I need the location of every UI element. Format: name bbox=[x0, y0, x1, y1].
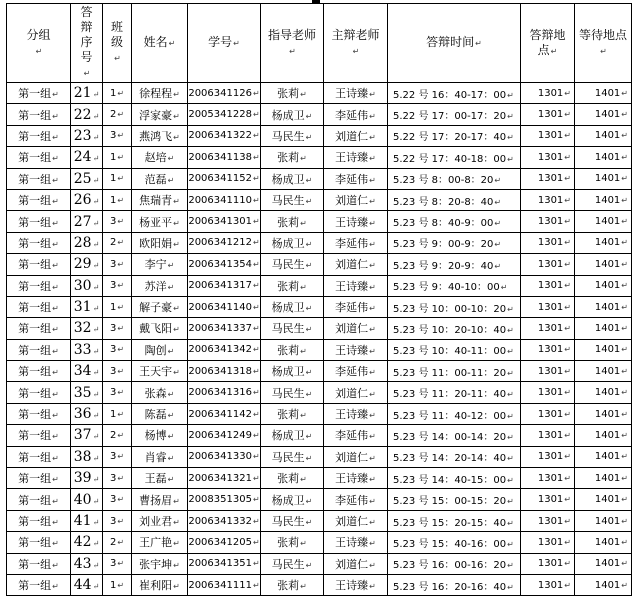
time-cell: 5.23 号 11：00-11：20↵ bbox=[388, 361, 521, 382]
class-cell: 1↵ bbox=[103, 168, 132, 189]
advisor-cell: 马民生↵ bbox=[261, 125, 324, 146]
room-cell: 1301↵ bbox=[521, 125, 575, 146]
wait-room-cell: 1401↵ bbox=[575, 275, 632, 296]
header-advisor: 指导老师↵ bbox=[261, 4, 324, 83]
time-cell: 5.23 号 14：00-14：20↵ bbox=[388, 425, 521, 446]
seq-cell: 26↵ bbox=[71, 189, 103, 210]
class-cell: 3↵ bbox=[103, 339, 132, 360]
defense-schedule-table bbox=[6, 3, 632, 596]
group-cell: 第一组↵ bbox=[7, 446, 71, 467]
chair-cell: 刘道仁↵ bbox=[324, 553, 388, 574]
time-cell: 5.23 号 14：40-15：00↵ bbox=[388, 468, 521, 489]
time-cell: 5.23 号 8：20-8：40↵ bbox=[388, 189, 521, 210]
student-id-cell: 2006341138↵ bbox=[188, 147, 261, 168]
seq-cell: 27↵ bbox=[71, 211, 103, 232]
room-cell: 1301↵ bbox=[521, 446, 575, 467]
time-cell: 5.23 号 16：00-16：20↵ bbox=[388, 553, 521, 574]
student-id-cell: 2006341126↵ bbox=[188, 83, 261, 104]
student-id-cell: 2006341351↵ bbox=[188, 553, 261, 574]
student-id-cell: 2006341111↵ bbox=[188, 574, 261, 595]
student-id-cell: 2006341337↵ bbox=[188, 318, 261, 339]
student-id-cell: 2006341205↵ bbox=[188, 532, 261, 553]
name-cell: 杨亚平↵ bbox=[132, 211, 188, 232]
class-cell: 3↵ bbox=[103, 553, 132, 574]
time-cell: 5.23 号 15：20-15：40↵ bbox=[388, 510, 521, 531]
name-cell: 焦瑞青↵ bbox=[132, 189, 188, 210]
wait-room-cell: 1401↵ bbox=[575, 468, 632, 489]
group-cell: 第一组↵ bbox=[7, 254, 71, 275]
advisor-cell: 杨成卫↵ bbox=[261, 425, 324, 446]
wait-room-cell: 1401↵ bbox=[575, 403, 632, 424]
seq-cell: 35↵ bbox=[71, 382, 103, 403]
header-group: 分组↵ bbox=[7, 4, 71, 83]
table-row bbox=[7, 189, 632, 210]
wait-room-cell: 1401↵ bbox=[575, 211, 632, 232]
student-id-cell: 2008351305↵ bbox=[188, 489, 261, 510]
seq-cell: 29↵ bbox=[71, 254, 103, 275]
wait-room-cell: 1401↵ bbox=[575, 318, 632, 339]
time-cell: 5.22 号 17：40-18：00↵ bbox=[388, 147, 521, 168]
student-id-cell: 2006341142↵ bbox=[188, 403, 261, 424]
room-cell: 1301↵ bbox=[521, 254, 575, 275]
time-cell: 5.23 号 11：20-11：40↵ bbox=[388, 382, 521, 403]
advisor-cell: 张莉↵ bbox=[261, 339, 324, 360]
time-cell: 5.22 号 17：20-17：40↵ bbox=[388, 125, 521, 146]
chair-cell: 刘道仁↵ bbox=[324, 318, 388, 339]
advisor-cell: 张莉↵ bbox=[261, 468, 324, 489]
seq-cell: 38↵ bbox=[71, 446, 103, 467]
name-cell: 苏洋↵ bbox=[132, 275, 188, 296]
time-cell: 5.23 号 15：40-16：00↵ bbox=[388, 532, 521, 553]
table-row bbox=[7, 361, 632, 382]
time-cell: 5.23 号 8：40-9：00↵ bbox=[388, 211, 521, 232]
room-cell: 1301↵ bbox=[521, 318, 575, 339]
wait-room-cell: 1401↵ bbox=[575, 574, 632, 595]
wait-room-cell: 1401↵ bbox=[575, 446, 632, 467]
wait-room-cell: 1401↵ bbox=[575, 382, 632, 403]
seq-cell: 32↵ bbox=[71, 318, 103, 339]
time-cell: 5.23 号 8：00-8：20↵ bbox=[388, 168, 521, 189]
group-cell: 第一组↵ bbox=[7, 425, 71, 446]
name-cell: 刘业君↵ bbox=[132, 510, 188, 531]
name-cell: 杨博↵ bbox=[132, 425, 188, 446]
seq-cell: 40↵ bbox=[71, 489, 103, 510]
group-cell: 第一组↵ bbox=[7, 168, 71, 189]
seq-cell: 34↵ bbox=[71, 361, 103, 382]
table-row bbox=[7, 403, 632, 424]
group-cell: 第一组↵ bbox=[7, 275, 71, 296]
name-cell: 陈磊↵ bbox=[132, 403, 188, 424]
seq-cell: 39↵ bbox=[71, 468, 103, 489]
table-row bbox=[7, 168, 632, 189]
advisor-cell: 杨成卫↵ bbox=[261, 489, 324, 510]
advisor-cell: 杨成卫↵ bbox=[261, 361, 324, 382]
table-row bbox=[7, 211, 632, 232]
student-id-cell: 2006341249↵ bbox=[188, 425, 261, 446]
wait-room-cell: 1401↵ bbox=[575, 189, 632, 210]
class-cell: 3↵ bbox=[103, 382, 132, 403]
class-cell: 3↵ bbox=[103, 446, 132, 467]
chair-cell: 刘道仁↵ bbox=[324, 510, 388, 531]
wait-room-cell: 1401↵ bbox=[575, 553, 632, 574]
class-cell: 2↵ bbox=[103, 232, 132, 253]
room-cell: 1301↵ bbox=[521, 361, 575, 382]
chair-cell: 李延伟↵ bbox=[324, 168, 388, 189]
advisor-cell: 张莉↵ bbox=[261, 147, 324, 168]
room-cell: 1301↵ bbox=[521, 83, 575, 104]
room-cell: 1301↵ bbox=[521, 425, 575, 446]
student-id-cell: 2006341321↵ bbox=[188, 468, 261, 489]
group-cell: 第一组↵ bbox=[7, 553, 71, 574]
advisor-cell: 杨成卫↵ bbox=[261, 104, 324, 125]
chair-cell: 王诗臻↵ bbox=[324, 147, 388, 168]
wait-room-cell: 1401↵ bbox=[575, 489, 632, 510]
chair-cell: 王诗臻↵ bbox=[324, 403, 388, 424]
group-cell: 第一组↵ bbox=[7, 83, 71, 104]
chair-cell: 刘道仁↵ bbox=[324, 189, 388, 210]
class-cell: 3↵ bbox=[103, 361, 132, 382]
time-cell: 5.23 号 9：20-9：40↵ bbox=[388, 254, 521, 275]
chair-cell: 刘道仁↵ bbox=[324, 254, 388, 275]
class-cell: 3↵ bbox=[103, 254, 132, 275]
class-cell: 1↵ bbox=[103, 574, 132, 595]
table-row bbox=[7, 382, 632, 403]
table-row bbox=[7, 446, 632, 467]
table-row bbox=[7, 83, 632, 104]
name-cell: 陶创↵ bbox=[132, 339, 188, 360]
table-row bbox=[7, 510, 632, 531]
group-cell: 第一组↵ bbox=[7, 403, 71, 424]
advisor-cell: 张莉↵ bbox=[261, 211, 324, 232]
advisor-cell: 张莉↵ bbox=[261, 275, 324, 296]
chair-cell: 王诗臻↵ bbox=[324, 468, 388, 489]
seq-cell: 44↵ bbox=[71, 574, 103, 595]
table-row bbox=[7, 468, 632, 489]
name-cell: 肖睿↵ bbox=[132, 446, 188, 467]
student-id-cell: 2006341316↵ bbox=[188, 382, 261, 403]
seq-cell: 22↵ bbox=[71, 104, 103, 125]
table-row bbox=[7, 254, 632, 275]
name-cell: 范磊↵ bbox=[132, 168, 188, 189]
class-cell: 2↵ bbox=[103, 532, 132, 553]
name-cell: 欧阳娟↵ bbox=[132, 232, 188, 253]
time-cell: 5.23 号 9：40-10：00↵ bbox=[388, 275, 521, 296]
time-cell: 5.23 号 11：40-12：00↵ bbox=[388, 403, 521, 424]
table-row bbox=[7, 339, 632, 360]
group-cell: 第一组↵ bbox=[7, 574, 71, 595]
advisor-cell: 杨成卫↵ bbox=[261, 168, 324, 189]
time-cell: 5.23 号 14：20-14：40↵ bbox=[388, 446, 521, 467]
advisor-cell: 马民生↵ bbox=[261, 553, 324, 574]
table-row bbox=[7, 532, 632, 553]
table-row bbox=[7, 296, 632, 317]
name-cell: 戴飞阳↵ bbox=[132, 318, 188, 339]
seq-cell: 41↵ bbox=[71, 510, 103, 531]
header-time: 答辩时间↵ bbox=[388, 4, 521, 83]
chair-cell: 刘道仁↵ bbox=[324, 446, 388, 467]
chair-cell: 李延伟↵ bbox=[324, 361, 388, 382]
seq-cell: 28↵ bbox=[71, 232, 103, 253]
student-id-cell: 2006341317↵ bbox=[188, 275, 261, 296]
header-row bbox=[7, 4, 632, 83]
group-cell: 第一组↵ bbox=[7, 296, 71, 317]
room-cell: 1301↵ bbox=[521, 147, 575, 168]
name-cell: 李宁↵ bbox=[132, 254, 188, 275]
group-cell: 第一组↵ bbox=[7, 125, 71, 146]
seq-cell: 33↵ bbox=[71, 339, 103, 360]
room-cell: 1301↵ bbox=[521, 510, 575, 531]
name-cell: 解子豪↵ bbox=[132, 296, 188, 317]
wait-room-cell: 1401↵ bbox=[575, 83, 632, 104]
chair-cell: 王诗臻↵ bbox=[324, 574, 388, 595]
student-id-cell: 2005341228↵ bbox=[188, 104, 261, 125]
group-cell: 第一组↵ bbox=[7, 147, 71, 168]
class-cell: 3↵ bbox=[103, 318, 132, 339]
name-cell: 王磊↵ bbox=[132, 468, 188, 489]
group-cell: 第一组↵ bbox=[7, 361, 71, 382]
student-id-cell: 2006341301↵ bbox=[188, 211, 261, 232]
advisor-cell: 张莉↵ bbox=[261, 532, 324, 553]
table-row bbox=[7, 318, 632, 339]
seq-cell: 43↵ bbox=[71, 553, 103, 574]
chair-cell: 李延伟↵ bbox=[324, 104, 388, 125]
room-cell: 1301↵ bbox=[521, 168, 575, 189]
seq-cell: 37↵ bbox=[71, 425, 103, 446]
class-cell: 1↵ bbox=[103, 296, 132, 317]
chair-cell: 王诗臻↵ bbox=[324, 275, 388, 296]
seq-cell: 21↵ bbox=[71, 83, 103, 104]
student-id-cell: 2006341322↵ bbox=[188, 125, 261, 146]
advisor-cell: 张莉↵ bbox=[261, 574, 324, 595]
class-cell: 1↵ bbox=[103, 147, 132, 168]
room-cell: 1301↵ bbox=[521, 574, 575, 595]
seq-cell: 30↵ bbox=[71, 275, 103, 296]
advisor-cell: 杨成卫↵ bbox=[261, 232, 324, 253]
student-id-cell: 2006341354↵ bbox=[188, 254, 261, 275]
name-cell: 浮家豪↵ bbox=[132, 104, 188, 125]
group-cell: 第一组↵ bbox=[7, 468, 71, 489]
room-cell: 1301↵ bbox=[521, 403, 575, 424]
header-seq: 答辩序号↵ bbox=[71, 4, 103, 83]
name-cell: 赵培↵ bbox=[132, 147, 188, 168]
class-cell: 2↵ bbox=[103, 425, 132, 446]
room-cell: 1301↵ bbox=[521, 275, 575, 296]
class-cell: 3↵ bbox=[103, 489, 132, 510]
advisor-cell: 马民生↵ bbox=[261, 318, 324, 339]
room-cell: 1301↵ bbox=[521, 489, 575, 510]
student-id-cell: 2006341152↵ bbox=[188, 168, 261, 189]
name-cell: 王广艳↵ bbox=[132, 532, 188, 553]
room-cell: 1301↵ bbox=[521, 211, 575, 232]
class-cell: 1↵ bbox=[103, 189, 132, 210]
name-cell: 曹扬眉↵ bbox=[132, 489, 188, 510]
wait-room-cell: 1401↵ bbox=[575, 104, 632, 125]
time-cell: 5.23 号 9：00-9：20↵ bbox=[388, 232, 521, 253]
group-cell: 第一组↵ bbox=[7, 339, 71, 360]
time-cell: 5.23 号 15：00-15：20↵ bbox=[388, 489, 521, 510]
chair-cell: 李延伟↵ bbox=[324, 489, 388, 510]
room-cell: 1301↵ bbox=[521, 339, 575, 360]
student-id-cell: 2006341332↵ bbox=[188, 510, 261, 531]
seq-cell: 31↵ bbox=[71, 296, 103, 317]
name-cell: 崔利阳↵ bbox=[132, 574, 188, 595]
name-cell: 燕鸿飞↵ bbox=[132, 125, 188, 146]
time-cell: 5.23 号 10：40-11：00↵ bbox=[388, 339, 521, 360]
room-cell: 1301↵ bbox=[521, 104, 575, 125]
chair-cell: 王诗臻↵ bbox=[324, 532, 388, 553]
table-row bbox=[7, 489, 632, 510]
table-row bbox=[7, 147, 632, 168]
class-cell: 2↵ bbox=[103, 104, 132, 125]
advisor-cell: 张莉↵ bbox=[261, 403, 324, 424]
chair-cell: 刘道仁↵ bbox=[324, 125, 388, 146]
seq-cell: 25↵ bbox=[71, 168, 103, 189]
table-row bbox=[7, 232, 632, 253]
group-cell: 第一组↵ bbox=[7, 211, 71, 232]
header-name: 姓名↵ bbox=[132, 4, 188, 83]
table-row bbox=[7, 104, 632, 125]
name-cell: 张宇坤↵ bbox=[132, 553, 188, 574]
wait-room-cell: 1401↵ bbox=[575, 147, 632, 168]
table-row bbox=[7, 275, 632, 296]
class-cell: 1↵ bbox=[103, 403, 132, 424]
advisor-cell: 马民生↵ bbox=[261, 510, 324, 531]
chair-cell: 王诗臻↵ bbox=[324, 211, 388, 232]
student-id-cell: 2006341342↵ bbox=[188, 339, 261, 360]
wait-room-cell: 1401↵ bbox=[575, 168, 632, 189]
room-cell: 1301↵ bbox=[521, 468, 575, 489]
wait-room-cell: 1401↵ bbox=[575, 125, 632, 146]
header-wait-room: 等待地点↵ bbox=[575, 4, 632, 83]
class-cell: 3↵ bbox=[103, 468, 132, 489]
header-chair: 主辩老师↵ bbox=[324, 4, 388, 83]
student-id-cell: 2006341140↵ bbox=[188, 296, 261, 317]
chair-cell: 李延伟↵ bbox=[324, 425, 388, 446]
name-cell: 张森↵ bbox=[132, 382, 188, 403]
student-id-cell: 2006341330↵ bbox=[188, 446, 261, 467]
chair-cell: 李延伟↵ bbox=[324, 232, 388, 253]
seq-cell: 42↵ bbox=[71, 532, 103, 553]
table-row bbox=[7, 574, 632, 595]
room-cell: 1301↵ bbox=[521, 189, 575, 210]
class-cell: 3↵ bbox=[103, 510, 132, 531]
seq-cell: 36↵ bbox=[71, 403, 103, 424]
wait-room-cell: 1401↵ bbox=[575, 425, 632, 446]
advisor-cell: 马民生↵ bbox=[261, 446, 324, 467]
room-cell: 1301↵ bbox=[521, 232, 575, 253]
name-cell: 徐程程↵ bbox=[132, 83, 188, 104]
group-cell: 第一组↵ bbox=[7, 318, 71, 339]
group-cell: 第一组↵ bbox=[7, 232, 71, 253]
wait-room-cell: 1401↵ bbox=[575, 232, 632, 253]
chair-cell: 李延伟↵ bbox=[324, 296, 388, 317]
class-cell: 3↵ bbox=[103, 125, 132, 146]
time-cell: 5.22 号 17：00-17：20↵ bbox=[388, 104, 521, 125]
table-row bbox=[7, 425, 632, 446]
group-cell: 第一组↵ bbox=[7, 489, 71, 510]
time-cell: 5.22 号 16：40-17：00↵ bbox=[388, 83, 521, 104]
time-cell: 5.23 号 10：00-10：20↵ bbox=[388, 296, 521, 317]
class-cell: 3↵ bbox=[103, 211, 132, 232]
chair-cell: 刘道仁↵ bbox=[324, 382, 388, 403]
advisor-cell: 杨成卫↵ bbox=[261, 296, 324, 317]
advisor-cell: 张莉↵ bbox=[261, 83, 324, 104]
group-cell: 第一组↵ bbox=[7, 104, 71, 125]
class-cell: 3↵ bbox=[103, 275, 132, 296]
advisor-cell: 马民生↵ bbox=[261, 254, 324, 275]
student-id-cell: 2006341318↵ bbox=[188, 361, 261, 382]
wait-room-cell: 1401↵ bbox=[575, 532, 632, 553]
seq-cell: 23↵ bbox=[71, 125, 103, 146]
class-cell: 1↵ bbox=[103, 83, 132, 104]
student-id-cell: 2006341110↵ bbox=[188, 189, 261, 210]
header-class: 班级↵ bbox=[103, 4, 132, 83]
group-cell: 第一组↵ bbox=[7, 532, 71, 553]
chair-cell: 王诗臻↵ bbox=[324, 339, 388, 360]
header-student-id: 学号↵ bbox=[188, 4, 261, 83]
wait-room-cell: 1401↵ bbox=[575, 339, 632, 360]
advisor-cell: 马民生↵ bbox=[261, 382, 324, 403]
room-cell: 1301↵ bbox=[521, 532, 575, 553]
student-id-cell: 2006341212↵ bbox=[188, 232, 261, 253]
table-row bbox=[7, 553, 632, 574]
advisor-cell: 马民生↵ bbox=[261, 189, 324, 210]
room-cell: 1301↵ bbox=[521, 553, 575, 574]
wait-room-cell: 1401↵ bbox=[575, 296, 632, 317]
wait-room-cell: 1401↵ bbox=[575, 510, 632, 531]
name-cell: 王天宇↵ bbox=[132, 361, 188, 382]
group-cell: 第一组↵ bbox=[7, 189, 71, 210]
room-cell: 1301↵ bbox=[521, 296, 575, 317]
wait-room-cell: 1401↵ bbox=[575, 361, 632, 382]
header-room: 答辩地点↵ bbox=[521, 4, 575, 83]
chair-cell: 王诗臻↵ bbox=[324, 83, 388, 104]
group-cell: 第一组↵ bbox=[7, 382, 71, 403]
table-row bbox=[7, 125, 632, 146]
time-cell: 5.23 号 10：20-10：40↵ bbox=[388, 318, 521, 339]
seq-cell: 24↵ bbox=[71, 147, 103, 168]
group-cell: 第一组↵ bbox=[7, 510, 71, 531]
room-cell: 1301↵ bbox=[521, 382, 575, 403]
time-cell: 5.23 号 16：20-16：40↵ bbox=[388, 574, 521, 595]
wait-room-cell: 1401↵ bbox=[575, 254, 632, 275]
